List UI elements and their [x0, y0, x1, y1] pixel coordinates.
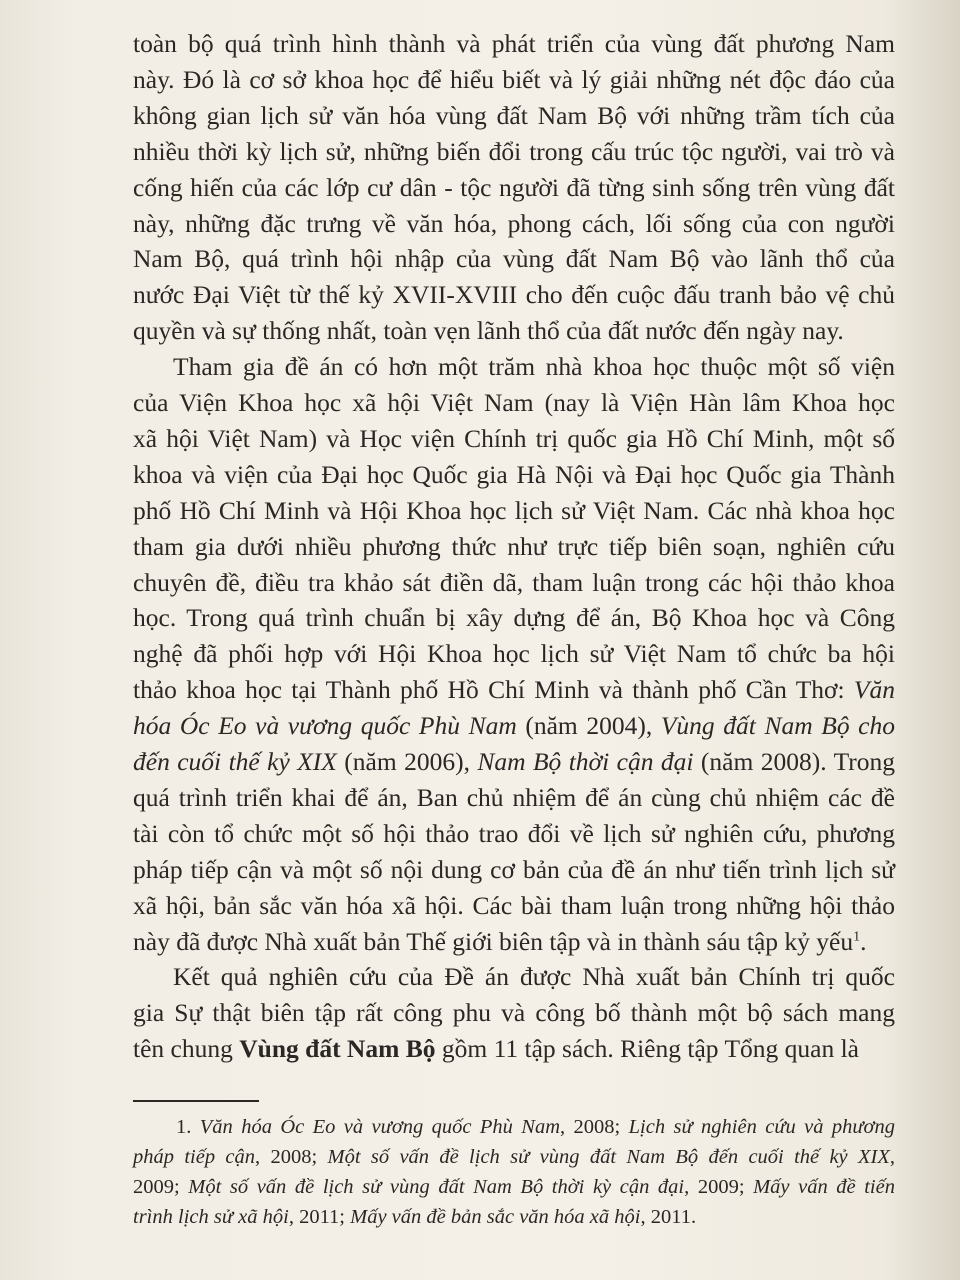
text-segment: quyền và sự thống nhất, toàn vẹn lãnh thổ của đất nước đến ngày nay. — [133, 316, 844, 346]
text-segment: Tham gia đề án có hơn một trăm nhà khoa học thuộc một số viện — [173, 352, 895, 382]
text-line — [133, 27, 895, 61]
text-line — [133, 207, 895, 241]
text-segment: nghệ đã phối hợp với Hội Khoa học lịch sử Việt Nam tổ chức ba hội — [133, 639, 895, 669]
text-segment: 1. — [176, 1116, 200, 1138]
text-line — [173, 350, 895, 384]
text-segment: Nam Bộ, quá trình hội nhập của vùng đất Nam Bộ vào lãnh thổ của — [133, 244, 895, 274]
text-segment: Kết quả nghiên cứu của Đề án được Nhà xuất bản Chính trị quốc — [173, 962, 895, 992]
text-line — [133, 494, 895, 528]
italic-text: Mấy vấn đề bản sắc văn hóa xã hội — [350, 1206, 641, 1228]
italic-text: Mấy vấn đề tiến — [753, 1176, 895, 1198]
text-segment: , 2011. — [640, 1206, 697, 1228]
text-segment: pháp tiếp cận và một số nội dung cơ bản của đề án như tiến trình lịch sử — [133, 854, 895, 884]
text-segment: của Viện Khoa học xã hội Việt Nam (nay là Viện Hàn lâm Khoa học — [133, 388, 895, 417]
italic-text: pháp tiếp cận — [133, 1146, 256, 1168]
text-line — [133, 278, 895, 312]
text-segment: cống hiến của các lớp cư dân - tộc người đã từng sinh sống trên vùng đất — [133, 172, 895, 202]
text-line — [133, 458, 895, 492]
text-segment: này. Đó là cơ sở khoa học để hiểu biết và lý giải những nét độc đáo của — [133, 64, 895, 94]
text-line — [133, 566, 895, 600]
italic-text: hóa Óc Eo và vương quốc Phù Nam — [133, 711, 517, 741]
text-segment: tham gia dưới nhiều phương thức như trực tiếp biên soạn, nghiên cứu — [133, 531, 895, 561]
text-segment: gia Sự thật biên tập rất công phu và công bố thành một bộ sách mang — [133, 998, 895, 1028]
text-line — [133, 135, 895, 169]
text-segment: , 2011; — [288, 1206, 351, 1228]
text-segment: (năm 2006), — [336, 747, 478, 776]
text-segment: không gian lịch sử văn hóa vùng đất Nam Bộ với những trầm tích của — [133, 100, 895, 130]
text-segment: , 2008; — [255, 1146, 328, 1168]
text-line — [133, 637, 895, 671]
text-segment: chuyên đề, điều tra khảo sát điền dã, tham luận trong các hội thảo khoa — [133, 567, 895, 597]
italic-text: đến cuối thế kỷ XIX — [133, 747, 337, 776]
footnote-divider — [133, 1100, 259, 1102]
text-line — [133, 709, 895, 743]
text-line — [133, 99, 895, 133]
italic-text: Vùng đất Nam Bộ cho — [660, 711, 895, 741]
text-segment: tài còn tổ chức một số hội thảo trao đổi về lịch sử nghiên cứu, phương — [133, 818, 895, 848]
text-line — [133, 314, 895, 348]
italic-text: Một số vấn đề lịch sử vùng đất Nam Bộ thời kỳ cận đại — [188, 1176, 685, 1198]
text-segment: khoa và viện của Đại học Quốc gia Hà Nội và Đại học Quốc gia Thành — [133, 459, 895, 489]
text-line — [133, 242, 895, 276]
italic-text: trình lịch sử xã hội — [133, 1206, 289, 1228]
italic-text: Văn hóa Óc Eo và vương quốc Phù Nam — [199, 1116, 561, 1138]
text-line — [133, 171, 895, 205]
text-line — [173, 960, 895, 994]
text-line — [133, 422, 895, 456]
text-line — [133, 889, 895, 923]
text-segment: gồm 11 tập sách. Riêng tập Tổng quan là — [435, 1034, 859, 1064]
text-line — [133, 925, 895, 959]
text-line — [133, 386, 895, 420]
footnote-line — [133, 1143, 895, 1171]
text-segment: 2009; — [133, 1176, 189, 1198]
footnote-line — [133, 1173, 895, 1201]
text-line — [133, 781, 895, 815]
text-segment: quá trình triển khai để án, Ban chủ nhiệm để án cùng chủ nhiệm các đề — [133, 782, 895, 812]
text-segment: , 2009; — [684, 1176, 754, 1198]
text-line — [133, 1032, 895, 1066]
text-segment: (năm 2004), — [516, 711, 661, 741]
italic-text: Lịch sử nghiên cứu và phương — [628, 1116, 895, 1138]
text-segment: xã hội Việt Nam) và Học viện Chính trị quốc gia Hồ Chí Minh, một số — [133, 423, 895, 453]
text-segment: học. Trong quá trình chuẩn bị xây dựng để án, Bộ Khoa học và Công — [133, 603, 895, 633]
text-segment: thảo khoa học tại Thành phố Hồ Chí Minh và thành phố Cần Thơ: — [133, 675, 854, 705]
text-segment: tên chung — [133, 1034, 240, 1064]
text-line — [133, 530, 895, 564]
bold-text: Vùng đất Nam Bộ — [239, 1034, 436, 1064]
text-line — [133, 601, 895, 635]
italic-text: Văn — [853, 675, 895, 705]
text-segment: phố Hồ Chí Minh và Hội Khoa học lịch sử Việt Nam. Các nhà khoa học — [133, 495, 895, 525]
text-line — [133, 817, 895, 851]
text-segment: này, những đặc trưng về văn hóa, phong cách, lối sống của con người — [133, 208, 895, 238]
text-segment: nhiều thời kỳ lịch sử, những biến đổi trong cấu trúc tộc người, vai trò và — [133, 136, 895, 166]
text-segment: xã hội, bản sắc văn hóa xã hội. Các bài tham luận trong những hội thảo — [133, 890, 895, 920]
text-segment: nước Đại Việt từ thế kỷ XVII-XVIII cho đến cuộc đấu tranh bảo vệ chủ — [133, 280, 895, 310]
text-segment: (năm 2008). Trong — [693, 747, 895, 776]
text-segment: này đã được Nhà xuất bản Thế giới biên tập và in thành sáu tập kỷ yếu — [133, 926, 854, 956]
text-segment: , — [889, 1146, 895, 1168]
text-line — [133, 996, 895, 1030]
text-segment: . — [860, 926, 867, 956]
text-line — [133, 745, 895, 779]
footnote-line — [133, 1203, 895, 1231]
footnote-line — [176, 1113, 895, 1141]
text-line — [133, 63, 895, 97]
text-line — [133, 853, 895, 887]
footnote-marker: 1 — [853, 929, 861, 944]
italic-text: Nam Bộ thời cận đại — [477, 747, 694, 776]
text-line — [133, 673, 895, 707]
text-segment: , 2008; — [560, 1116, 629, 1138]
italic-text: Một số vấn đề lịch sử vùng đất Nam Bộ đến cuối thế kỷ XIX — [327, 1146, 890, 1168]
text-segment: toàn bộ quá trình hình thành và phát triển của vùng đất phương Nam — [133, 29, 895, 58]
